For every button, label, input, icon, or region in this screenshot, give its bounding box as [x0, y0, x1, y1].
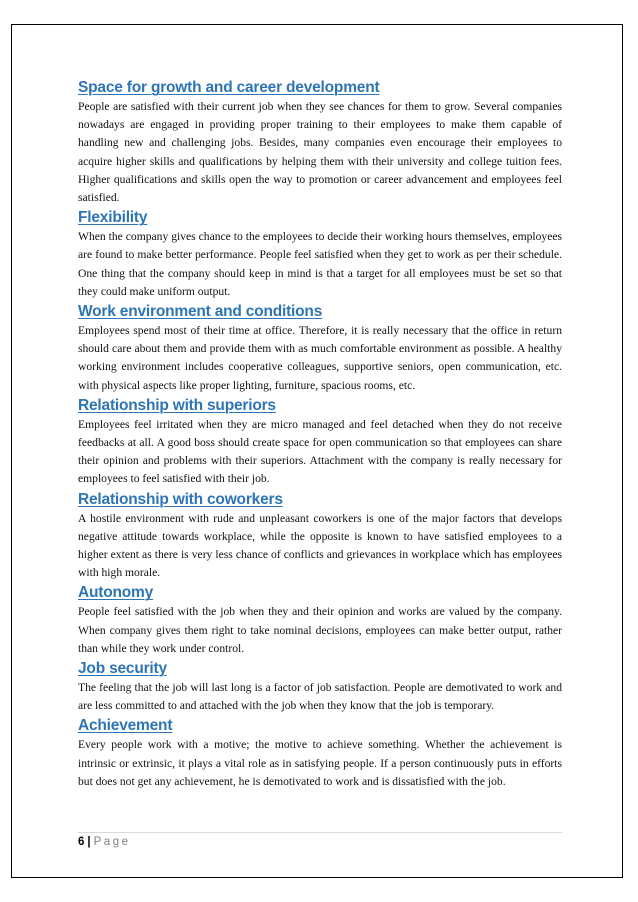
document-body	[78, 78, 562, 792]
section-body-flexibility: When the company gives chance to the employees to decide their working hours themselves, employees are found to make better performance. People feel satisfied when they get to work as per their schedule. One thing that the company should keep in mind is that a target for all employees must be set so that they could make uniform output.	[78, 230, 562, 298]
section-body-growth: People are satisfied with their current job when they see chances for them to grow. Several companies nowadays are engaged in providing proper training to their employees to make them capable of handling new and challenging jobs. Besides, many companies even encourage their employees to acquire higher skills and qualifications by helping them with their university and college tuition fees. Higher qualifications and skills open the way to promotion or career advancement and employees feel satisfied.	[78, 100, 562, 205]
section-heading-work-environment: Work environment and conditions	[78, 303, 323, 321]
page-label: Page	[93, 836, 131, 848]
section-body-coworkers: A hostile environment with rude and unpleasant coworkers is one of the major factors that develops negative attitude towards workplace, while the opposite is known to have satisfied employees to a higher extent as there is very less chance of conflicts and grievances in workplace which has employees with high morale.	[78, 511, 562, 580]
section-heading-coworkers: Relationship with coworkers	[78, 490, 283, 508]
section-heading-growth: Space for growth and career development	[78, 79, 380, 96]
section-heading-autonomy: Autonomy	[78, 584, 154, 602]
section-body-work-environment: Employees spend most of their time at office. Therefore, it is really necessary that the office in return should care about them and provide them with as much comfortable environment as possible. A healthy working environment includes cooperative colleagues, supportive seniors, open communication, etc. with physical aspects like proper lighting, furniture, spacious rooms, etc.	[78, 324, 562, 392]
page-footer	[78, 836, 130, 848]
section-heading-flexibility: Flexibility	[78, 209, 148, 227]
section-body-superiors: Employees feel irritated when they are micro managed and feel detached when they do not receive feedbacks at all. A good boss should create space for open communication so that employees can share their opinion and problems with their superiors. Attachment with the company is really necessary for employees to feel satisfied with their job.	[78, 417, 562, 486]
page-number: 6	[78, 836, 85, 848]
section-body-job-security: The feeling that the job will last long is a factor of job satisfaction. People are demotivated to work and are less committed to and attached with the job when they know that the job is temporary.	[78, 681, 562, 713]
section-body-achievement: Every people work with a motive; the motive to achieve something. Whether the achievement is intrinsic or extrinsic, it plays a vital role as in satisfying people. If a person continuously puts in efforts but does not get any achievement, he is demotivated to work and is dissatisfied with the job.	[78, 738, 562, 788]
section-body-autonomy: People feel satisfied with the job when they and their opinion and works are valued by the company. When company gives them right to take nominal decisions, employees can make better output, rather than while they work under control.	[78, 605, 562, 655]
footer-divider	[78, 832, 562, 833]
section-heading-achievement: Achievement	[78, 717, 173, 735]
section-heading-job-security: Job security	[78, 660, 167, 678]
footer-separator: |	[87, 836, 91, 848]
section-heading-superiors: Relationship with superiors	[78, 396, 276, 414]
